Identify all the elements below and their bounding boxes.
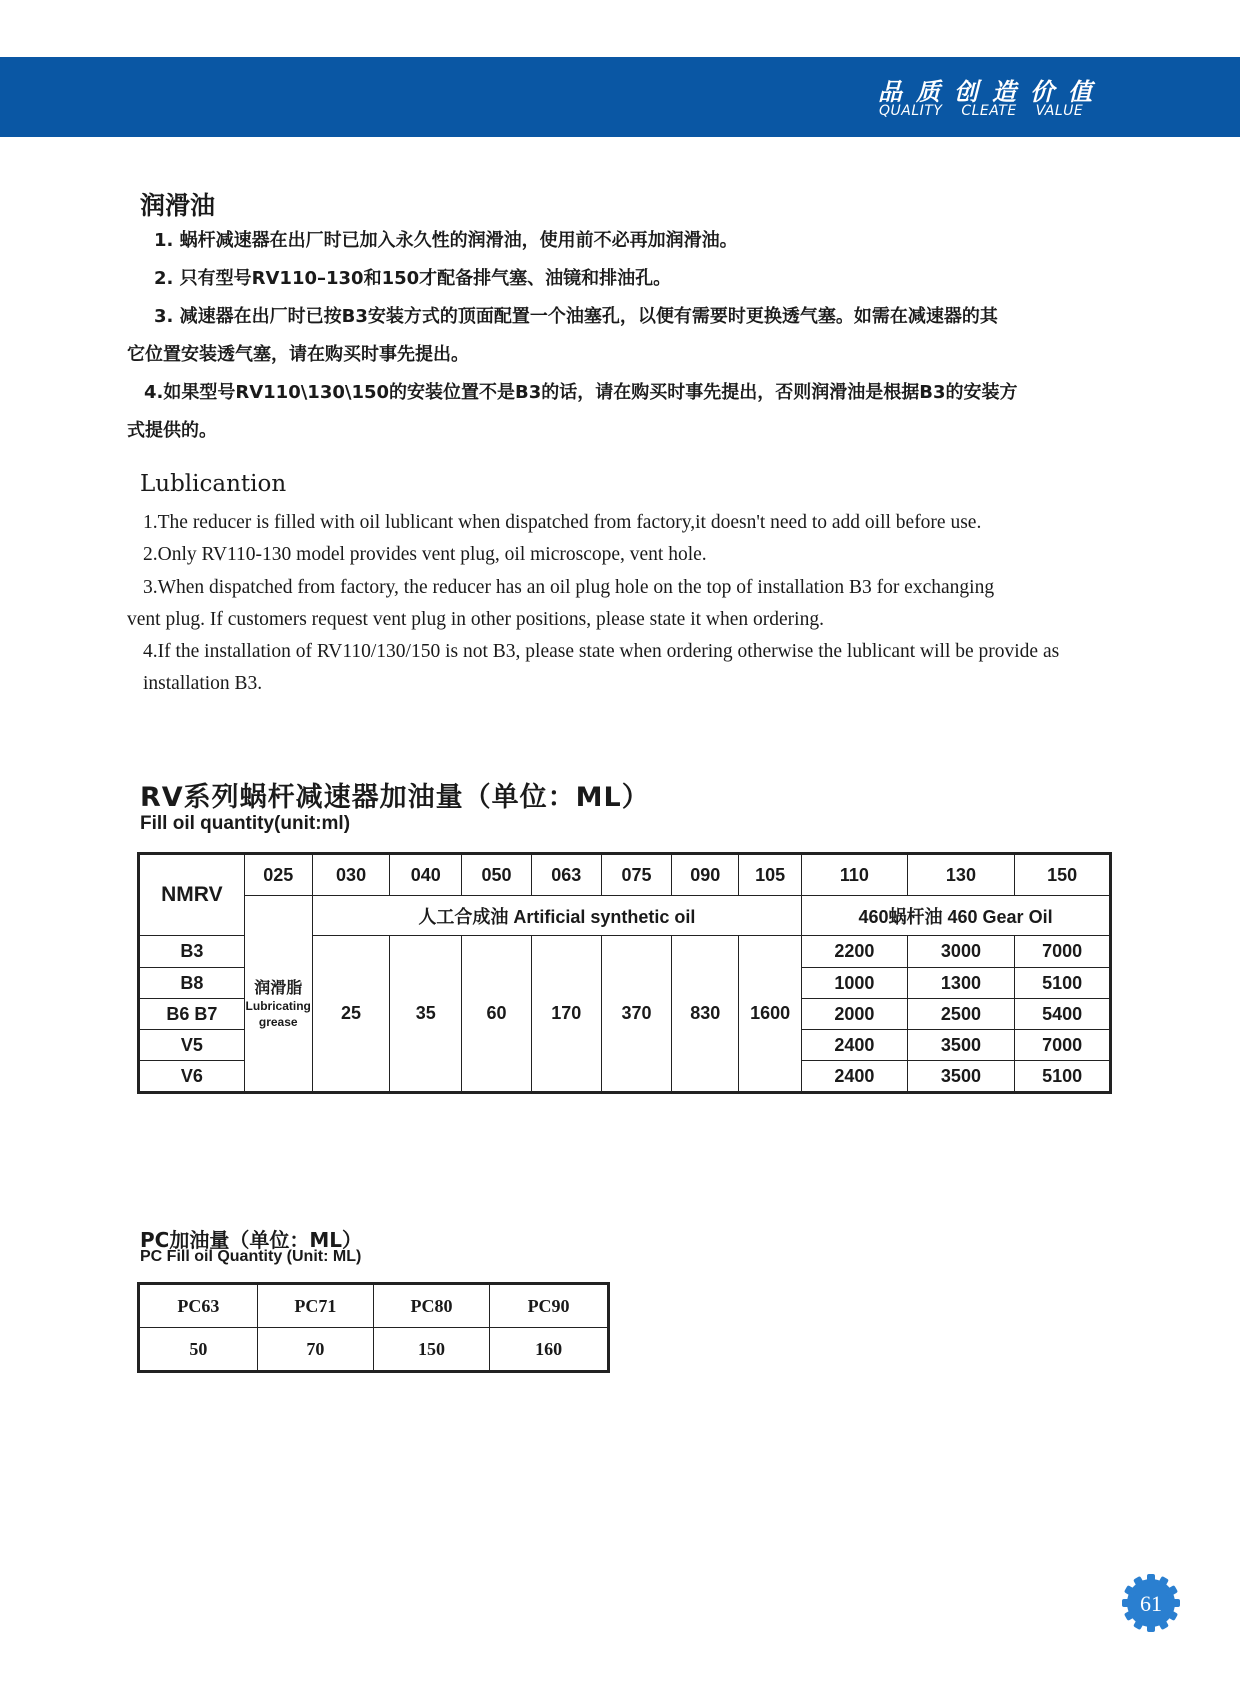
gear-oil-label: 460蜗杆油 460 Gear Oil (802, 896, 1111, 936)
en-line: vent plug. If customers request vent plug in other positions, please state it when ordering. (127, 609, 824, 630)
gear-value: 3500 (907, 1061, 1015, 1093)
size-header: 150 (1015, 854, 1111, 896)
gear-value: 3500 (907, 1030, 1015, 1061)
en-line: installation B3. (143, 673, 263, 694)
en-line: 2.Only RV110-130 model provides vent plug, oil microscope, vent hole. (143, 544, 707, 565)
en-section-title: Lublicantion (140, 471, 287, 497)
synthetic-value: 170 (531, 936, 601, 1093)
synthetic-value: 1600 (739, 936, 802, 1093)
en-line: 1.The reducer is filled with oil lublicant when dispatched from factory,it doesn't need to add oill before use. (143, 512, 982, 533)
grease-cell (244, 896, 312, 1093)
pc-header: PC63 (139, 1284, 258, 1328)
size-header: 063 (531, 854, 601, 896)
en-line: 3.When dispatched from factory, the reducer has an oil plug hole on the top of installation B3 for exchanging (143, 577, 995, 598)
gear-value: 5400 (1015, 999, 1111, 1030)
position-label: V6 (139, 1061, 245, 1093)
position-label: V5 (139, 1030, 245, 1061)
cn-line: 式提供的。 (127, 420, 217, 441)
synthetic-value: 25 (312, 936, 390, 1093)
pc-header: PC90 (490, 1284, 609, 1328)
pc-value: 160 (490, 1328, 609, 1372)
gear-value: 1000 (802, 968, 908, 999)
size-header: 130 (907, 854, 1015, 896)
rv-fill-table (137, 852, 1112, 1094)
pc-value: 150 (373, 1328, 489, 1372)
gear-value: 1300 (907, 968, 1015, 999)
cn-section-title: 润滑油 (140, 191, 216, 220)
slogan-cn: 品质创造价值 (878, 78, 1106, 106)
gear-value: 7000 (1015, 936, 1111, 968)
page-number-badge (1121, 1573, 1181, 1633)
page-number: 61 (1140, 1591, 1162, 1616)
cn-line: 它位置安装透气塞，请在购买时事先提出。 (127, 344, 469, 365)
gear-value: 5100 (1015, 1061, 1111, 1093)
gear-value: 3000 (907, 936, 1015, 968)
gear-value: 7000 (1015, 1030, 1111, 1061)
gear-value: 2000 (802, 999, 908, 1030)
gear-value: 2400 (802, 1061, 908, 1093)
pc-table-title: PC加油量（单位：ML） (140, 1228, 362, 1252)
size-header: 110 (802, 854, 908, 896)
synthetic-value: 370 (601, 936, 672, 1093)
gear-value: 2200 (802, 936, 908, 968)
pc-value: 70 (257, 1328, 373, 1372)
pc-value: 50 (139, 1328, 258, 1372)
corner-cell: NMRV (139, 854, 245, 936)
grease-en: Lubricating grease (245, 999, 311, 1029)
gear-value: 2400 (802, 1030, 908, 1061)
position-label: B8 (139, 968, 245, 999)
gear-value: 2500 (907, 999, 1015, 1030)
synthetic-value: 35 (390, 936, 462, 1093)
pc-header: PC71 (257, 1284, 373, 1328)
synthetic-value: 830 (672, 936, 739, 1093)
size-header: 075 (601, 854, 672, 896)
slogan-en: QUALITY CLEATE VALUE (879, 103, 1084, 119)
synthetic-value: 60 (462, 936, 532, 1093)
gear-icon (1121, 1573, 1181, 1633)
grease-cn: 润滑脂 (254, 980, 303, 997)
cn-line: 4.如果型号RV110\130\150的安装位置不是B3的话，请在购买时事先提出，否则润滑油是根据B3的安装方 (144, 382, 1018, 403)
cn-line: 1. 蜗杆减速器在出厂时已加入永久性的润滑油，使用前不必再加润滑油。 (154, 230, 738, 251)
pc-table-subtitle: PC Fill oil Quantity (Unit: ML) (140, 1248, 362, 1265)
size-header: 025 (244, 854, 312, 896)
cn-line: 2. 只有型号RV110–130和150才配备排气塞、油镜和排油孔。 (154, 268, 672, 289)
pc-header: PC80 (373, 1284, 489, 1328)
position-label: B6 B7 (139, 999, 245, 1030)
position-label: B3 (139, 936, 245, 968)
size-header: 040 (390, 854, 462, 896)
pc-fill-table (137, 1282, 610, 1373)
en-line: 4.If the installation of RV110/130/150 is not B3, please state when ordering otherwise the lublicant will be provide as (143, 641, 1060, 662)
size-header: 030 (312, 854, 390, 896)
synthetic-label: 人工合成油 Artificial synthetic oil (312, 896, 801, 936)
gear-value: 5100 (1015, 968, 1111, 999)
size-header: 050 (462, 854, 532, 896)
size-header: 090 (672, 854, 739, 896)
rv-table-subtitle: Fill oil quantity(unit:ml) (140, 813, 351, 834)
rv-table-title: RV系列蜗杆减速器加油量（单位：ML） (140, 782, 650, 813)
cn-line: 3. 减速器在出厂时已按B3安装方式的顶面配置一个油塞孔，以便有需要时更换透气塞。如需在减速器的其 (154, 306, 998, 327)
size-header: 105 (739, 854, 802, 896)
